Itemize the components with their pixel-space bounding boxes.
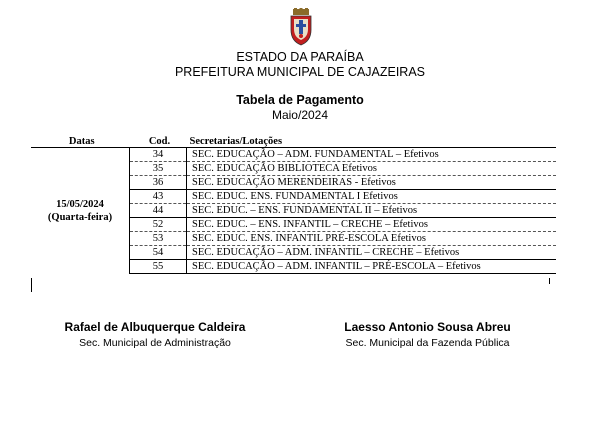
row-secretaria: SEC. EDUC. – ENS. INFANTIL – CRECHE – Efetivos xyxy=(187,218,557,232)
table-row xyxy=(31,148,556,162)
row-code: 52 xyxy=(130,218,187,232)
row-code: 36 xyxy=(130,176,187,190)
row-code: 34 xyxy=(130,148,187,162)
row-secretaria: SEC. EDUC. – ENS. FUNDAMENTAL II – Efetivos xyxy=(187,204,557,218)
col-header-datas: Datas xyxy=(31,135,130,148)
page-subtitle: Maio/2024 xyxy=(271,108,329,122)
row-secretaria: SEC. EDUCAÇÃO – ADM. INFANTIL – PRÉ-ESCOLA – Efetivos xyxy=(187,260,557,274)
header-municipality: PREFEITURA MUNICIPAL DE CAJAZEIRAS xyxy=(174,65,426,79)
payment-table xyxy=(31,135,556,274)
payment-weekday: (Quarta-feira) xyxy=(47,211,113,223)
row-code: 53 xyxy=(130,232,187,246)
municipal-coat-of-arms-icon xyxy=(288,8,314,46)
row-code: 44 xyxy=(130,204,187,218)
row-code: 43 xyxy=(130,190,187,204)
signatory-role: Sec. Municipal de Administração xyxy=(79,337,231,349)
signatory-role: Sec. Municipal da Fazenda Pública xyxy=(345,337,510,349)
col-header-cod: Cod. xyxy=(130,135,187,148)
signatory-name: Rafael de Albuquerque Caldeira xyxy=(64,320,246,334)
row-code: 35 xyxy=(130,162,187,176)
payment-date: 15/05/2024 xyxy=(56,198,104,210)
row-code: 55 xyxy=(130,260,187,274)
row-secretaria: SEC. EDUC. ENS. FUNDAMENTAL I Efetivos xyxy=(187,190,557,204)
row-secretaria: SEC. EDUC. ENS. INFANTIL PRÉ-ESCOLA Efetivos xyxy=(187,232,557,246)
page-title: Tabela de Pagamento xyxy=(236,93,364,107)
row-code: 54 xyxy=(130,246,187,260)
row-secretaria: SEC. EDUCAÇÃO – ADM. FUNDAMENTAL – Efetivos xyxy=(192,149,439,160)
row-secretaria: SEC. EDUCAÇÃO – ADM. INFANTIL – CRECHE – Efetivos xyxy=(187,246,557,260)
table-edge-right xyxy=(549,278,550,284)
table-header-row xyxy=(31,135,556,148)
table-edge-left xyxy=(31,278,32,292)
header-state: ESTADO DA PARAÍBA xyxy=(236,50,364,64)
payment-date-cell xyxy=(31,148,130,274)
row-secretaria: SEC. EDUCAÇÃO BIBLIOTECA Efetivos xyxy=(187,162,557,176)
signature-block-finance xyxy=(305,319,550,351)
signature-block-administration xyxy=(30,319,280,351)
signatory-name: Laesso Antonio Sousa Abreu xyxy=(344,320,511,334)
row-secretaria: SEC. EDUCAÇÃO MERENDEIRAS - Efetivos xyxy=(187,176,557,190)
col-header-secretarias: Secretarias/Lotações xyxy=(187,135,557,148)
